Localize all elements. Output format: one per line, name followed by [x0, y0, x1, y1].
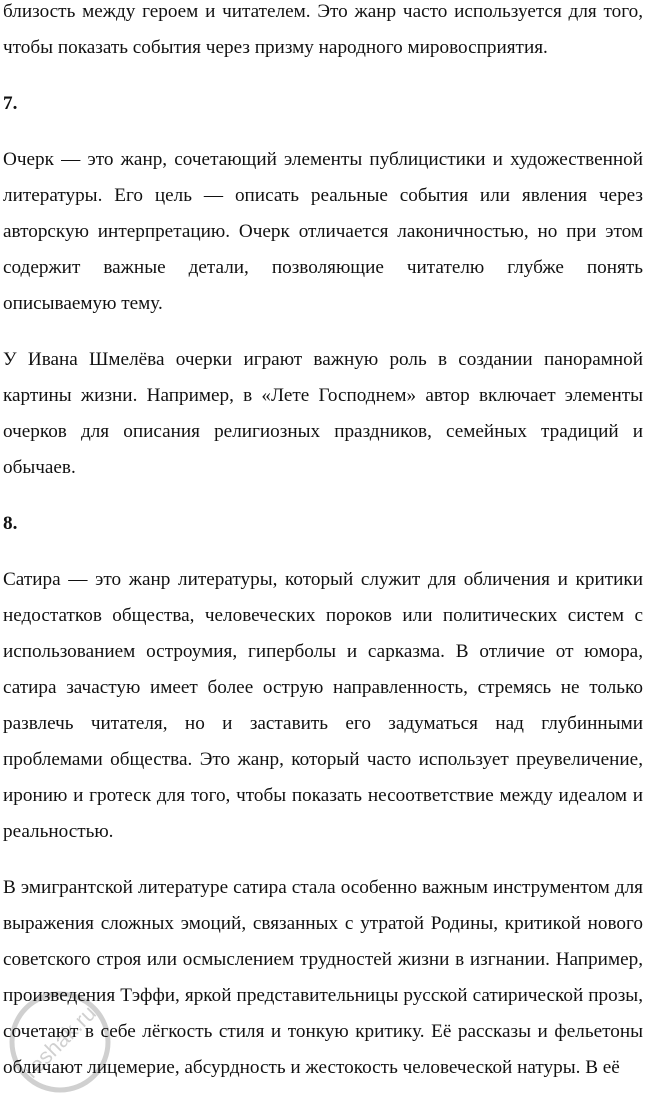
paragraph-ocherk-definition: Очерк — это жанр, сочетающий элементы публицистики и художественной литературы. Его цель — описать реальные события или явления через авторскую интерпретацию. Очерк отличается лаконичностью, но при этом содержит важные детали, позволяющие читателю глубже понять описываемую тему. [3, 149, 643, 314]
paragraph-genre-intro-end: близость между героем и читателем. Это жанр часто используется для того, чтобы показать события через призму народного мировосприятия. [3, 1, 643, 58]
section-number-8: 8. [3, 513, 18, 534]
paragraph-shmelev-ocherk: У Ивана Шмелёва очерки играют важную роль в создании панорамной картины жизни. Например, в «Лете Господнем» автор включает элементы очерков для описания религиозных праздников, семейных традиций и обычаев. [3, 349, 643, 478]
section-number-7: 7. [3, 93, 18, 114]
paragraph-satire-definition: Сатира — это жанр литературы, который служит для обличения и критики недостатков общества, человеческих пороков или политических систем с использованием остроумия, гиперболы и сарказма. В отличие от юмора, сатира зачастую имеет более острую направленность, стремясь не только развлечь читателя, но и заставить его задуматься над глубинными проблемами общества. Это жанр, который часто использует преувеличение, иронию и гротеск для того, чтобы показать несоответствие между идеалом и реальностью. [3, 569, 643, 842]
watermark-text: reshak.ru [18, 1000, 101, 1083]
paragraph-emigrant-satire: В эмигрантской литературе сатира стала особенно важным инструментом для выражения сложных эмоций, связанных с утратой Родины, критикой нового советского строя или осмыслением трудностей жизни в изгнании. Например, произведения Тэффи, яркой представительницы русской сатирической прозы, сочетают в себе лёгкость стиля и тонкую критику. Её рассказы и фельетоны обличают лицемерие, абсурдность и жестокость человеческой натуры. В её [3, 877, 643, 1078]
